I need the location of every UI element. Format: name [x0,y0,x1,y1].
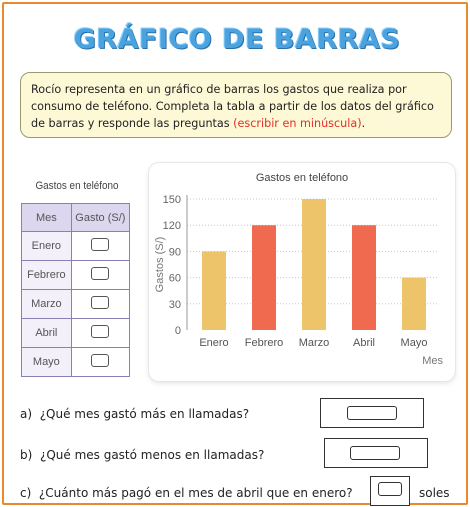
question-text: ¿Qué mes gastó más en llamadas? [39,407,250,421]
table-cell-answer [71,261,129,290]
question-label: c) [20,486,32,500]
table-header-expense: Gasto (S/) [71,204,129,232]
x-tick-label: Mayo [400,337,428,349]
answer-input-abril[interactable] [91,325,109,338]
bar-abril [352,225,376,330]
y-tick-label: 60 [168,272,181,285]
bar-enero [202,251,226,330]
question-label: a) [20,407,33,421]
table-cell-answer [71,348,129,377]
table-header-month: Mes [22,204,72,232]
y-tick-label: 30 [168,298,181,311]
x-tick-label: Febrero [244,337,284,349]
instructions-end: . [361,117,366,130]
table-title: Gastos en teléfono [35,180,119,192]
question-b [20,448,264,462]
x-tick-label: Marzo [298,337,330,349]
bar-marzo [302,199,326,330]
y-tick-label: 120 [162,220,181,233]
question-label: b) [20,448,33,462]
y-tick-label: 90 [168,246,181,259]
x-axis-label: Mes [422,355,443,367]
table-cell-answer [71,290,129,319]
bar-mayo [402,278,426,330]
answer-input-mayo[interactable] [91,354,109,367]
question-text: ¿Cuánto más pagó en el mes de abril que en enero? [38,486,353,500]
y-tick-label: 0 [174,325,181,337]
table-cell-month: Enero [22,232,72,261]
table-cell-month: Abril [22,319,72,348]
answer-input-c[interactable] [378,482,402,496]
table-cell-month: Mayo [22,348,72,377]
table-row [22,348,130,377]
x-tick-label: Enero [199,337,229,349]
x-tick-label: Abril [352,337,376,349]
answer-input-febrero[interactable] [91,267,109,280]
table-row [22,319,130,348]
expense-table [21,203,130,377]
table-row [22,290,130,319]
y-tick-label: 150 [162,194,181,206]
table-cell-answer [71,319,129,348]
unit-soles: soles [419,486,450,500]
worksheet-title: GRÁFICO DE BARRAS [73,24,401,55]
question-c [20,486,353,500]
table-row [22,261,130,290]
table-row [22,232,130,261]
table-cell-month: Marzo [22,290,72,319]
bar-chart-panel [149,163,455,381]
y-axis-label: Gastos (S/) [154,236,166,293]
question-text: ¿Qué mes gastó menos en llamadas? [39,448,265,462]
answer-input-marzo[interactable] [91,296,109,309]
answer-input-a[interactable] [347,406,397,420]
table-cell-month: Febrero [22,261,72,290]
question-a [20,407,249,421]
instructions-text: Rocío representa en un gráfico de barras los gastos que realiza por consumo de teléfono. Completa la tabla a partir de los datos del gráfico de barras y responde las preguntas [31,83,434,130]
instructions-box [20,72,452,138]
table-cell-answer [71,232,129,261]
answer-input-b[interactable] [350,446,400,460]
answer-input-enero[interactable] [91,238,109,251]
instructions-highlight: (escribir en minúscula) [233,117,362,130]
bar-chart [149,163,455,381]
bar-febrero [252,225,276,330]
chart-title: Gastos en teléfono [255,172,349,184]
worksheet-frame [2,2,468,505]
table-header-row [22,204,130,232]
